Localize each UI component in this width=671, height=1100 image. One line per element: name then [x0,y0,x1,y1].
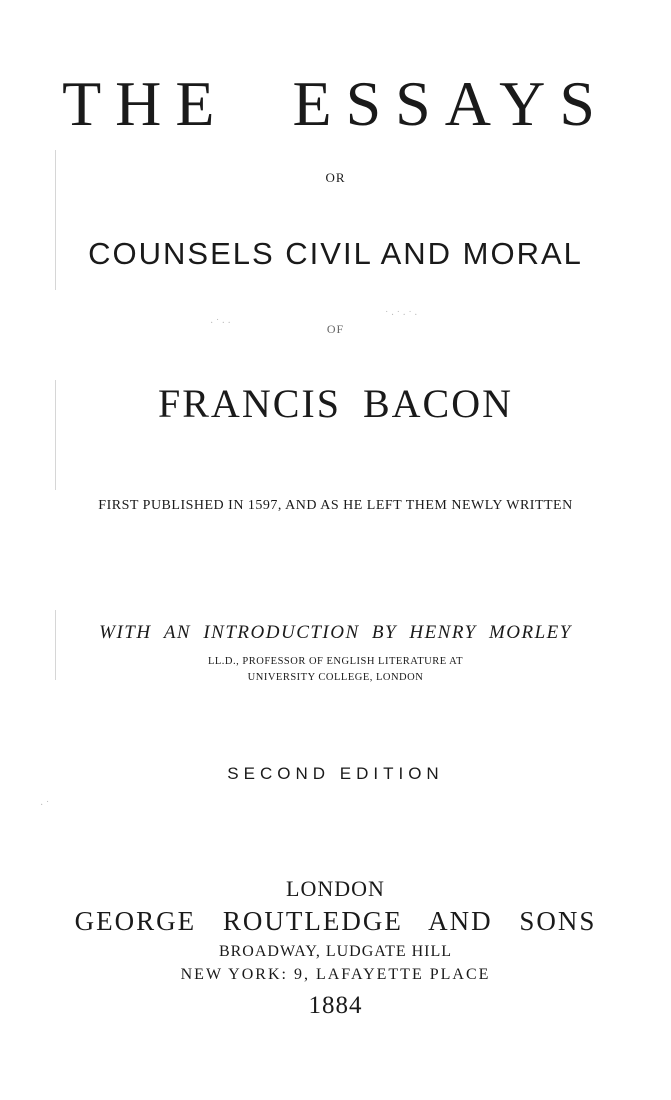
author-name [0,380,671,427]
intro-word: INTRODUCTION [203,622,360,643]
book-subtitle: COUNSELS CIVIL AND MORAL [88,236,583,271]
book-title [0,68,671,139]
ink-speck: · ˙ · · [210,318,231,329]
credentials-line-1: LL.D., PROFESSOR OF ENGLISH LITERATURE AT [207,656,464,667]
edition-label: SECOND EDITION [227,764,444,783]
publisher-word: GEORGE [74,906,197,936]
publisher-word: SONS [519,906,597,936]
of-connector: OF [326,322,345,336]
or-connector: OR [325,170,346,185]
publication-year: 1884 [308,992,363,1019]
intro-word: MORLEY [488,622,572,643]
ink-speck: · ˙ [40,800,50,811]
first-published-note: FIRST PUBLISHED IN 1597, AND AS HE LEFT THEM NEWLY WRITTEN [98,498,573,513]
credentials-line-2: UNIVERSITY COLLEGE, LONDON [247,672,424,683]
book-title-word-1: THE [62,68,229,139]
introduction-credit [0,622,671,644]
ink-speck: ˙ · ˙ · ˙ · [385,310,418,321]
intro-word: BY [371,622,398,643]
publisher-word: ROUTLEDGE [222,906,403,936]
publisher-word: AND [428,906,493,936]
publisher-address: BROADWAY, LUDGATE HILL [218,943,453,960]
author-last-name: BACON [362,381,513,426]
intro-word: HENRY [409,622,477,643]
book-title-word-2: ESSAYS [292,68,609,139]
intro-word: AN [163,622,192,643]
introducer-credentials [0,654,671,686]
new-york-address: NEW YORK: 9, LAFAYETTE PLACE [180,966,491,983]
publication-city: LONDON [286,876,385,901]
intro-word: WITH [99,622,152,643]
author-first-name: FRANCIS [158,381,341,426]
publisher-name [0,906,671,937]
